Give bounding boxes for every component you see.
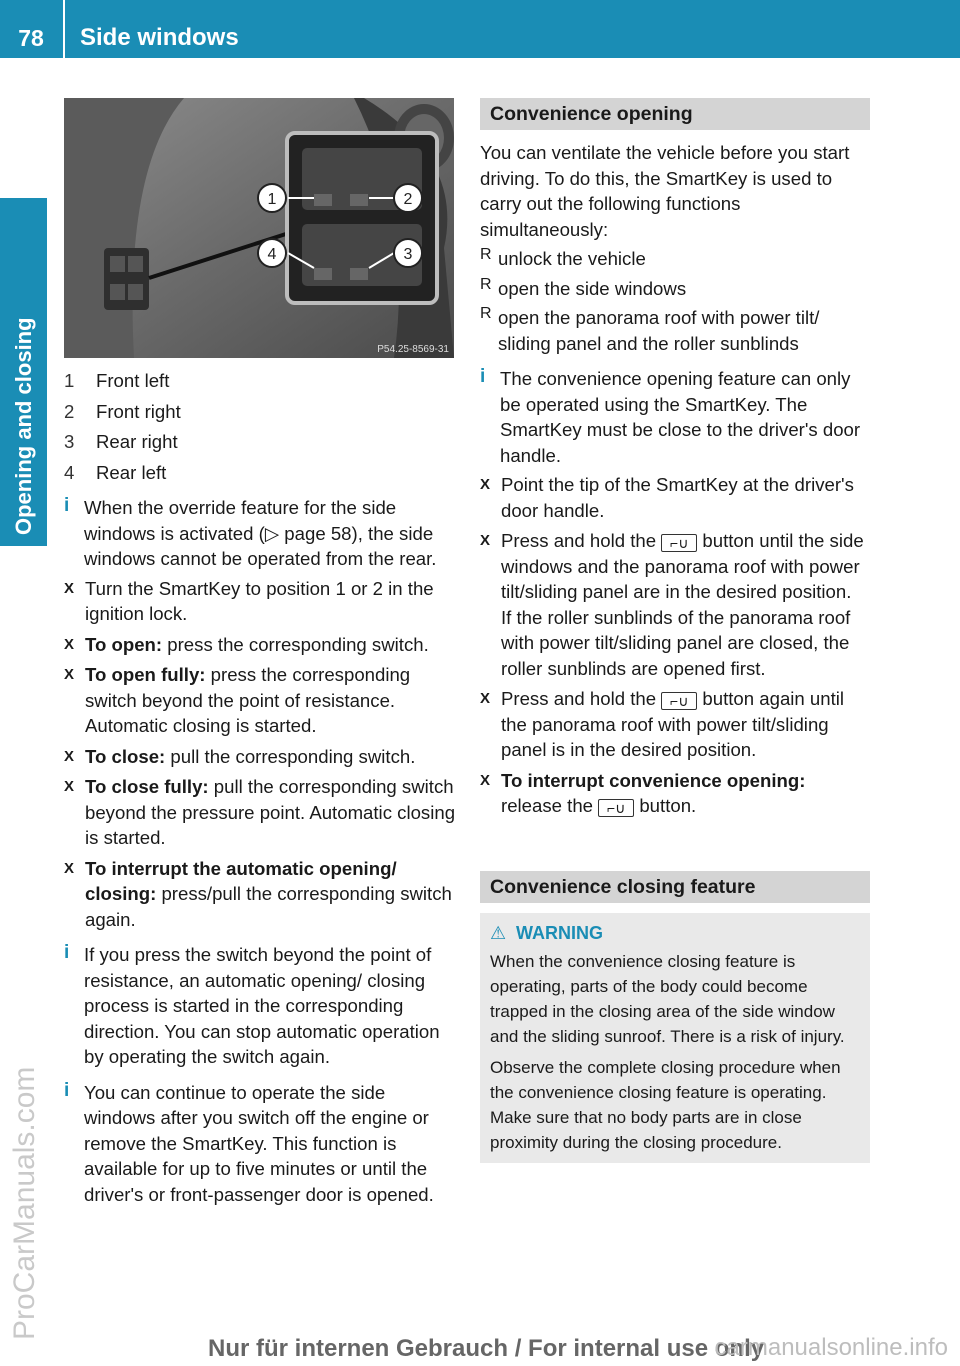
warning-box <box>480 913 870 1163</box>
warning-text: When the convenience closing feature is operating, parts of the body could become trapped in the closing area of the side window and the sliding sunroof. There is a risk of injury. <box>490 951 845 1046</box>
step-icon: X <box>64 635 75 653</box>
header-divider <box>63 0 65 58</box>
callout-1 <box>258 184 286 212</box>
svg-text:2: 2 <box>403 191 413 208</box>
warning-triangle-icon: ⚠ <box>490 922 507 943</box>
legend-item: 4 Rear left <box>64 461 167 483</box>
step-icon: X <box>480 771 491 789</box>
legend-item: 3 Rear right <box>64 431 178 452</box>
window-switch-photo <box>64 98 454 358</box>
list-item: R open the side windows <box>480 276 870 302</box>
unlock-key-icon: ⌐∪ <box>598 799 634 817</box>
info-icon: i <box>64 1079 70 1101</box>
section-intro: You can ventilate the vehicle before you start driving. To do this, the SmartKey is used to carry out the following functions simultaneously: <box>480 142 850 240</box>
step: X Point the tip of the SmartKey at the driver's door handle. <box>480 472 870 523</box>
bullet-icon: R <box>480 246 492 263</box>
page-number: 78 <box>18 25 44 51</box>
list-item: R unlock the vehicle <box>480 246 870 272</box>
step: X Press and hold the ⌐∪ button again until the panorama roof with power tilt/sliding panel is in the desired position. <box>480 686 870 763</box>
step-icon: X <box>64 778 75 795</box>
list-item: R open the panorama roof with power tilt/ sliding panel and the roller sunblinds <box>480 305 870 356</box>
step: X Turn the SmartKey to position 1 or 2 in the ignition lock. <box>64 576 456 627</box>
section-heading: Convenience opening <box>480 98 870 130</box>
callout-2 <box>394 184 422 212</box>
svg-text:3: 3 <box>403 246 413 263</box>
footer-note: Nur für internen Gebrauch / For internal use only <box>208 1335 765 1362</box>
step-icon: X <box>64 747 75 765</box>
step: X Press and hold the ⌐∪ button until the side windows and the panorama roof with power tilt/sliding panel are in the desired position. If the roller sunblinds of the panorama roof with power tilt/sliding panel are closed, the roller sunblinds are opened first. <box>480 528 870 681</box>
info-icon: i <box>64 942 70 963</box>
chapter-tab-label: Opening and closing <box>11 317 36 535</box>
section-heading: Convenience closing feature <box>480 871 870 903</box>
info-icon: i <box>480 366 486 387</box>
right-column <box>480 98 870 1163</box>
page-header <box>0 0 960 58</box>
step: X To open: press the corresponding switch. <box>64 632 456 658</box>
info-icon: i <box>64 495 70 516</box>
step: X To interrupt convenience opening: release the ⌐∪ button. <box>480 768 870 819</box>
callout-4 <box>258 239 286 267</box>
step-icon: X <box>480 532 491 549</box>
svg-text:1: 1 <box>267 191 277 208</box>
figure-code: P54.25-8569-31 <box>377 344 449 355</box>
info-note: i You can continue to operate the side windows after you switch off the engine or remove the SmartKey. This function is available for up to five minutes or until the driver's or front-passenger door is opened. <box>64 1080 456 1208</box>
figure-legend <box>64 368 456 485</box>
warning-text: Observe the complete closing procedure when the convenience closing feature is operating. Make sure that no body parts are in close proximity during the closing procedure. <box>490 1057 841 1152</box>
step-icon: X <box>64 579 75 597</box>
info-note: i When the override feature for the side windows is activated (▷ page 58), the side windows cannot be operated from the rear. <box>64 495 456 572</box>
legend-item: 2 Front right <box>64 400 181 422</box>
svg-text:4: 4 <box>267 246 277 263</box>
info-note: i If you press the switch beyond the point of resistance, an automatic opening/ closing process is started in the corresponding direction. You can stop automatic operation by operating the switch again. <box>64 942 456 1070</box>
page-title: Side windows <box>80 24 239 51</box>
left-column <box>64 98 456 1207</box>
step: X To close fully: pull the corresponding switch beyond the pressure point. Automatic closing is started. <box>64 774 456 851</box>
bullet-icon: R <box>480 275 492 293</box>
site-watermark: carmanualsonline.info <box>714 1334 948 1361</box>
step-icon: X <box>480 476 491 493</box>
step: X To close: pull the corresponding switch. <box>64 744 456 770</box>
callout-3 <box>394 239 422 267</box>
step-icon: X <box>480 690 491 707</box>
watermark-text: ProCarManuals.com <box>8 1066 41 1340</box>
watermark <box>0 1066 50 1340</box>
warning-title: ⚠ WARNING <box>490 922 603 943</box>
step-icon: X <box>64 859 75 877</box>
legend-item: 1 Front left <box>64 370 170 391</box>
info-note: i The convenience opening feature can only be operated using the SmartKey. The SmartKey must be close to the driver's door handle. <box>480 366 870 468</box>
bullet-icon: R <box>480 305 492 322</box>
unlock-key-icon: ⌐∪ <box>661 534 697 552</box>
step: X To interrupt the automatic opening/ closing: press/pull the corresponding switch again. <box>64 856 456 933</box>
step-icon: X <box>64 666 75 683</box>
step: X To open fully: press the corresponding switch beyond the point of resistance. Automatic closing is started. <box>64 662 456 739</box>
unlock-key-icon: ⌐∪ <box>661 692 697 710</box>
